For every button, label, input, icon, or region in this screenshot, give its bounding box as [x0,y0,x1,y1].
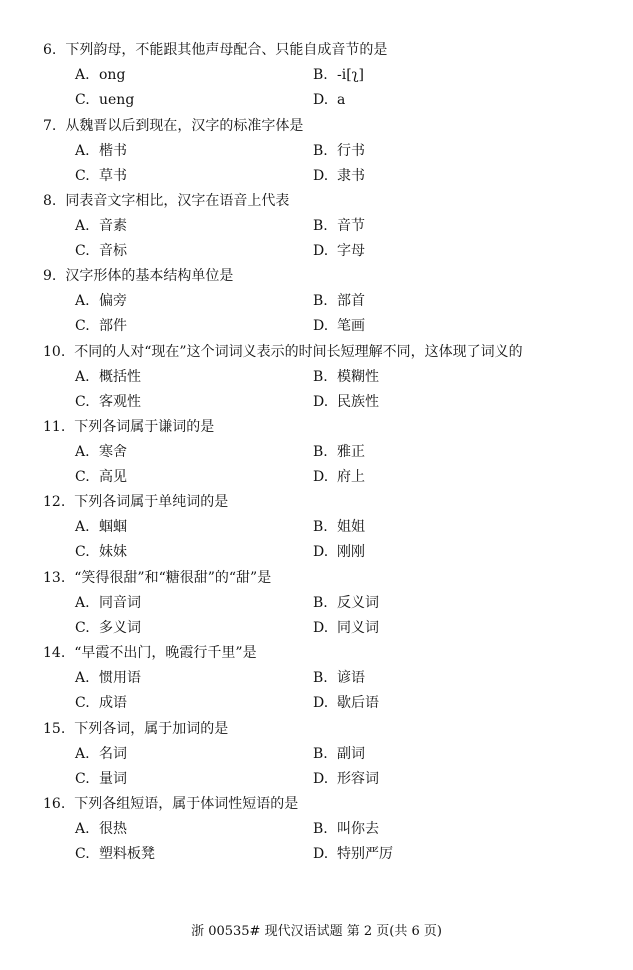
option-text: 偏旁 [99,293,127,309]
option-letter: C. [75,394,90,410]
question-text: 下列各组短语，属于体词性短语的是 [74,796,299,812]
option-letter: A. [75,67,90,83]
option-text: ueng [99,92,135,108]
option-b [313,214,365,239]
question-text: 下列韵母，不能跟其他声母配合、只能自成音节的是 [65,42,388,58]
option-text: 雅正 [337,444,365,460]
option-b [313,139,365,164]
option-b [313,591,379,616]
question-number: 6. [43,42,57,58]
option-text: 音节 [337,218,365,234]
option-letter: D. [313,318,329,334]
option-text: 高见 [99,469,127,485]
page-footer: 浙 00535# 现代汉语试题 第 2 页(共 6 页) [191,924,442,939]
option-text: 副词 [337,746,365,762]
option-letter: C. [75,544,90,560]
question-number: 11. [43,419,66,435]
question-text: 下列各词属于单纯词的是 [74,494,229,510]
option-a [75,214,127,239]
option-text: 字母 [337,243,365,259]
option-text: -i[ʅ] [337,67,364,83]
option-d [313,164,365,189]
option-letter: D. [313,620,329,636]
option-letter: C. [75,469,90,485]
option-c [75,540,127,565]
question-text: 不同的人对“现在”这个词词义表示的时间长短理解不同，这体现了词义的 [74,344,523,360]
option-letter: A. [75,595,90,611]
option-letter: C. [75,168,90,184]
question-stem [43,641,257,666]
question-stem [43,566,271,591]
option-d [313,540,365,565]
option-letter: B. [313,143,328,159]
option-a [75,591,141,616]
question-number: 16. [43,796,66,812]
option-text: 草书 [99,168,127,184]
option-b [313,63,364,88]
option-letter: C. [75,243,90,259]
option-text: 量词 [99,771,127,787]
option-text: 塑料板凳 [99,846,155,862]
question-stem [43,114,303,139]
option-letter: A. [75,746,90,762]
question-text: 汉字形体的基本结构单位是 [65,268,234,284]
option-text: 反义词 [337,595,379,611]
option-b [313,742,365,767]
option-text: 寒舍 [99,444,127,460]
option-text: 谚语 [337,670,365,686]
option-c [75,314,127,339]
option-b [313,365,379,390]
question-number: 10. [43,344,66,360]
option-text: 很热 [99,821,127,837]
option-c [75,390,141,415]
option-d [313,314,365,339]
option-letter: A. [75,444,90,460]
option-b [313,515,365,540]
option-b [313,666,365,691]
option-text: 隶书 [337,168,365,184]
question-stem [43,189,289,214]
question-stem [43,490,228,515]
question-stem [43,340,523,365]
option-b [313,289,365,314]
option-text: 名词 [99,746,127,762]
option-c [75,465,127,490]
option-letter: A. [75,519,90,535]
option-letter: D. [313,394,329,410]
option-text: 同音词 [99,595,141,611]
option-c [75,691,127,716]
option-letter: C. [75,846,90,862]
option-text: 概括性 [99,369,141,385]
option-text: 笔画 [337,318,365,334]
option-text: 姐姐 [337,519,365,535]
option-letter: D. [313,695,329,711]
option-letter: C. [75,92,90,108]
option-b [313,440,365,465]
option-letter: C. [75,771,90,787]
option-text: 形容词 [337,771,379,787]
question-number: 13. [43,570,66,586]
option-d [313,616,379,641]
option-letter: C. [75,318,90,334]
option-d [313,390,379,415]
option-b [313,817,379,842]
option-letter: A. [75,369,90,385]
option-a [75,440,127,465]
option-letter: B. [313,369,328,385]
option-letter: B. [313,444,328,460]
option-c [75,616,141,641]
question-stem [43,792,298,817]
question-text: 从魏晋以后到现在，汉字的标准字体是 [65,118,304,134]
option-text: 同义词 [337,620,379,636]
option-letter: C. [75,620,90,636]
option-letter: A. [75,143,90,159]
option-c [75,767,127,792]
question-number: 15. [43,721,66,737]
option-text: a [337,92,346,108]
option-letter: D. [313,92,329,108]
option-text: 音素 [99,218,127,234]
option-a [75,63,125,88]
question-number: 9. [43,268,57,284]
option-text: 歇后语 [337,695,379,711]
option-text: 部首 [337,293,365,309]
option-text: 府上 [337,469,365,485]
option-d [313,88,345,113]
option-letter: A. [75,670,90,686]
option-a [75,515,127,540]
option-letter: D. [313,168,329,184]
option-text: 多义词 [99,620,141,636]
option-letter: D. [313,846,329,862]
option-c [75,239,127,264]
option-a [75,365,141,390]
option-letter: C. [75,695,90,711]
option-text: 刚刚 [337,544,365,560]
option-text: 妹妹 [99,544,127,560]
option-letter: A. [75,293,90,309]
option-d [313,767,379,792]
option-d [313,842,393,867]
option-letter: B. [313,595,328,611]
option-text: 蝈蝈 [99,519,127,535]
option-letter: B. [313,519,328,535]
option-text: 惯用语 [99,670,141,686]
question-text: “笑得很甜”和“糖很甜”的“甜”是 [74,570,272,586]
question-number: 7. [43,118,57,134]
question-number: 8. [43,193,57,209]
option-text: 部件 [99,318,127,334]
option-a [75,666,141,691]
option-text: 成语 [99,695,127,711]
option-letter: D. [313,469,329,485]
option-text: 民族性 [337,394,379,410]
option-text: 音标 [99,243,127,259]
option-a [75,817,127,842]
option-letter: B. [313,67,328,83]
option-text: 叫你去 [337,821,379,837]
question-text: 下列各词属于谦词的是 [74,419,215,435]
question-stem [43,264,233,289]
option-letter: B. [313,746,328,762]
option-letter: A. [75,218,90,234]
option-letter: B. [313,670,328,686]
option-letter: B. [313,821,328,837]
option-d [313,465,365,490]
option-text: 特别严厉 [337,846,393,862]
option-d [313,239,365,264]
option-text: ong [99,67,126,83]
question-stem [43,415,214,440]
option-a [75,139,127,164]
option-letter: B. [313,293,328,309]
option-a [75,742,127,767]
option-letter: D. [313,771,329,787]
question-number: 12. [43,494,66,510]
option-letter: D. [313,243,329,259]
question-text: “早霞不出门，晚霞行千里”是 [74,645,257,661]
option-text: 客观性 [99,394,141,410]
question-text: 下列各词，属于加词的是 [74,721,229,737]
option-c [75,164,127,189]
option-a [75,289,127,314]
option-text: 楷书 [99,143,127,159]
option-text: 模糊性 [337,369,379,385]
option-text: 行书 [337,143,365,159]
option-c [75,842,155,867]
option-d [313,691,379,716]
option-c [75,88,134,113]
option-letter: A. [75,821,90,837]
question-text: 同表音文字相比，汉字在语音上代表 [65,193,290,209]
option-letter: D. [313,544,329,560]
question-stem [43,38,387,63]
question-stem [43,717,228,742]
question-number: 14. [43,645,66,661]
option-letter: B. [313,218,328,234]
